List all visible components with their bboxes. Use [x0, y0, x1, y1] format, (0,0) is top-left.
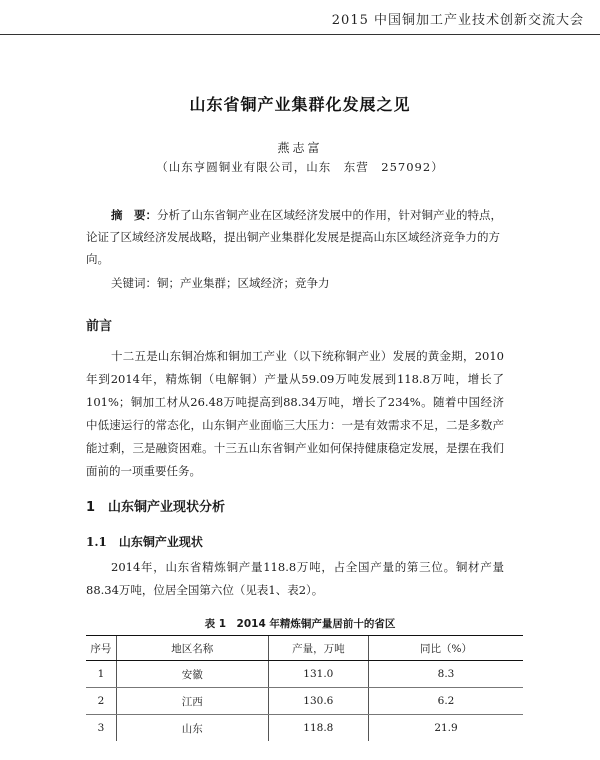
table-header-row: [86, 636, 523, 661]
table-row: [86, 688, 523, 715]
header-cell-region: 地区名称: [116, 636, 268, 661]
table-row: [86, 661, 523, 688]
cell-index: 1: [86, 661, 116, 688]
table-caption: 表 1 2014 年精炼铜产量居前十的省区: [204, 618, 396, 630]
cell-output: 118.8: [268, 715, 368, 742]
header-cell-index: 序号: [86, 636, 116, 661]
cell-index: 3: [97, 722, 105, 734]
paper-title: 山东省铜产业集群化发展之见: [189, 95, 411, 114]
table-row: [86, 715, 523, 742]
cell-region: 山东: [116, 715, 268, 742]
cell-yoy: 21.9: [369, 715, 523, 742]
paper-affiliation: （山东亨圆铜业有限公司，山东 东营 257092）: [156, 160, 444, 174]
abstract: [86, 204, 504, 270]
header-cell-yoy: 同比（%）: [369, 636, 523, 661]
production-table: [86, 635, 523, 741]
keywords-label: 关键词：: [111, 276, 157, 290]
cell-region: 江西: [116, 688, 268, 715]
cell-index: 2: [86, 688, 116, 715]
abstract-text: 分析了山东省铜产业在区域经济发展中的作用，针对铜产业的特点，论证了区域经济发展战略，提出铜产业集群化发展是提高山东区域经济竞争力的方向。: [86, 208, 502, 266]
subsection-1-1-paragraph: 2014年，山东省精炼铜产量118.8万吨，占全国产量的第三位。铜材产量88.34万吨，位居全国第六位（见表1、表2）。: [86, 560, 504, 597]
section-heading-intro: 前言: [86, 319, 113, 334]
cell-output: 131.0: [268, 661, 368, 688]
keywords-text: 铜；产业集群；区域经济；竞争力: [157, 276, 330, 290]
cell-region: 安徽: [116, 661, 268, 688]
intro-paragraph: 十二五是山东铜冶炼和铜加工产业（以下统称铜产业）发展的黄金期，2010年到2014年，精炼铜（电解铜）产量从59.09万吨发展到118.8万吨，增长了101%；铜加工材从26.48万吨提高到88.34万吨，增长了234%。随着中国经济中低速运行的常态化，山东铜产业面临三大压力：一是有效需求不足，二是多数产能过剩，三是融资困难。十三五山东省铜产业如何保持健康稳定发展，是摆在我们面前的一项重要任务。: [86, 349, 504, 478]
keywords: [111, 273, 504, 293]
cell-yoy: 6.2: [369, 688, 523, 715]
cell-yoy: 8.3: [369, 661, 523, 688]
section-heading-1: 1 山东铜产业现状分析: [86, 500, 226, 515]
header-cell-output: 产量，万吨: [268, 636, 368, 661]
running-header-title: 2015 中国铜加工产业技术创新交流大会: [331, 13, 584, 28]
subsection-heading-1-1: 1.1 山东铜产业现状: [86, 535, 203, 549]
abstract-label: 摘 要：: [111, 208, 157, 222]
running-header: [0, 0, 600, 35]
paper-author: 燕志富: [277, 141, 323, 155]
cell-output: 130.6: [268, 688, 368, 715]
